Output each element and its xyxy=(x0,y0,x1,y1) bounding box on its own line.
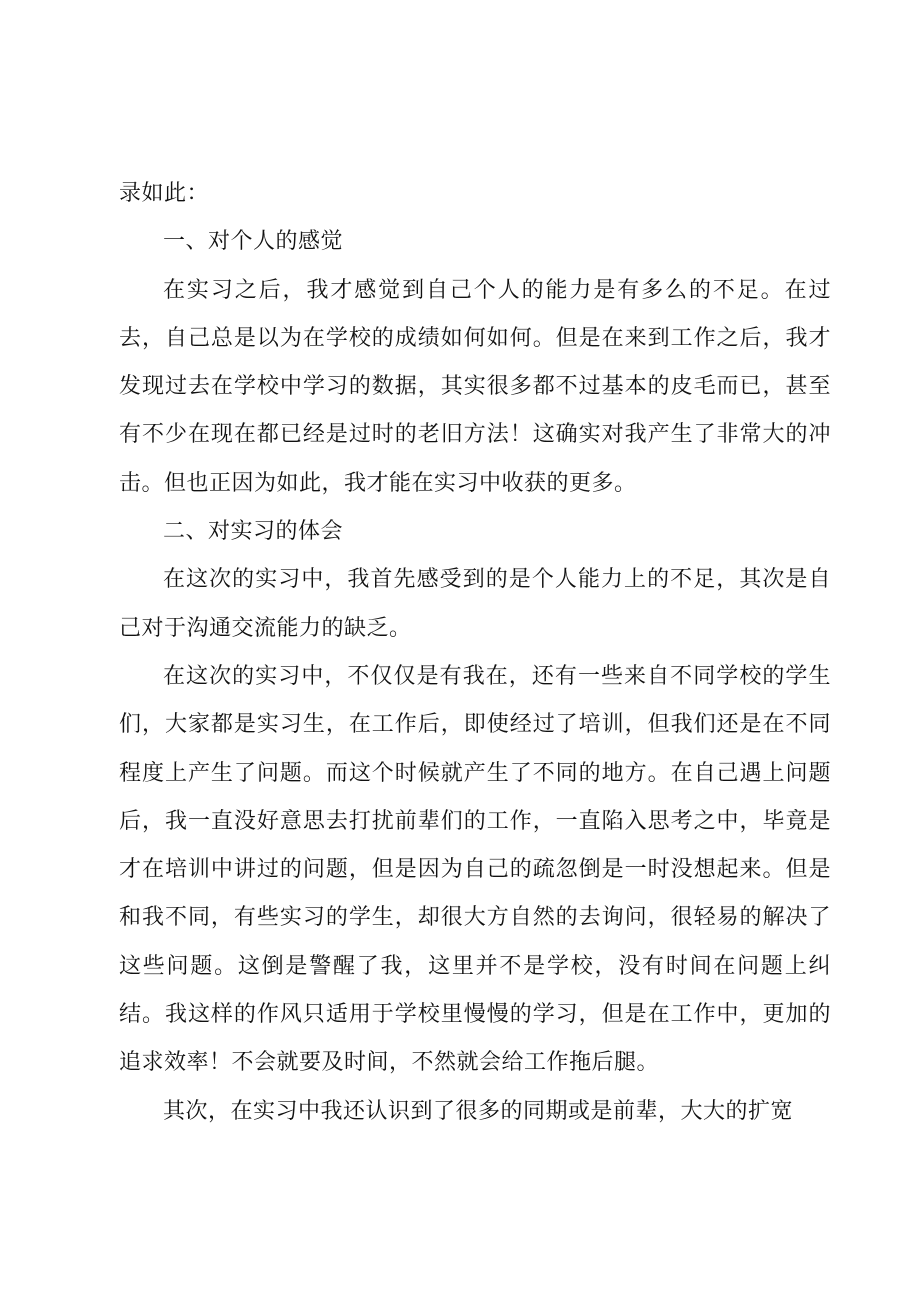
paragraph-personal-feeling: 在实习之后，我才感觉到自己个人的能力是有多么的不足。在过去，自己总是以为在学校的成绩如何如何。但是在来到工作之后，我才发现过去在学校中学习的数据，其实很多都不过基本的皮毛而已，甚至有不少在现在都已经是过时的老旧方法！这确实对我产生了非常大的冲击。但也正因为如此，我才能在实习中收获的更多。 xyxy=(119,277,831,496)
paragraph-colleagues: 其次，在实习中我还认识到了很多的同期或是前辈，大大的扩宽 xyxy=(163,1098,794,1124)
paragraph-shortcomings: 在这次的实习中，我首先感受到的是个人能力上的不足，其次是自己对于沟通交流能力的缺乏。 xyxy=(119,567,831,641)
section-heading-internship-experience: 二、对实习的体会 xyxy=(163,519,344,545)
document-body xyxy=(119,170,831,1136)
paragraph-communication: 在这次的实习中，不仅仅是有我在，还有一些来自不同学校的学生们，大家都是实习生，在工作后，即使经过了培训，但我们还是在不同程度上产生了问题。而这个时候就产生了不同的地方。在自己遇上问题后，我一直没好意思去打扰前辈们的工作，一直陷入思考之中，毕竟是才在培训中讲过的问题，但是因为自己的疏忽倒是一时没想起来。但是和我不同，有些实习的学生，却很大方自然的去询问，很轻易的解决了这些问题。这倒是警醒了我，这里并不是学校，没有时间在问题上纠结。我这样的作风只适用于学校里慢慢的学习，但是在工作中，更加的追求效率！不会就要及时间，不然就会给工作拖后腿。 xyxy=(119,663,831,1076)
section-heading-personal-feeling: 一、对个人的感觉 xyxy=(163,229,344,255)
continuation-line: 录如此： xyxy=(119,181,210,206)
